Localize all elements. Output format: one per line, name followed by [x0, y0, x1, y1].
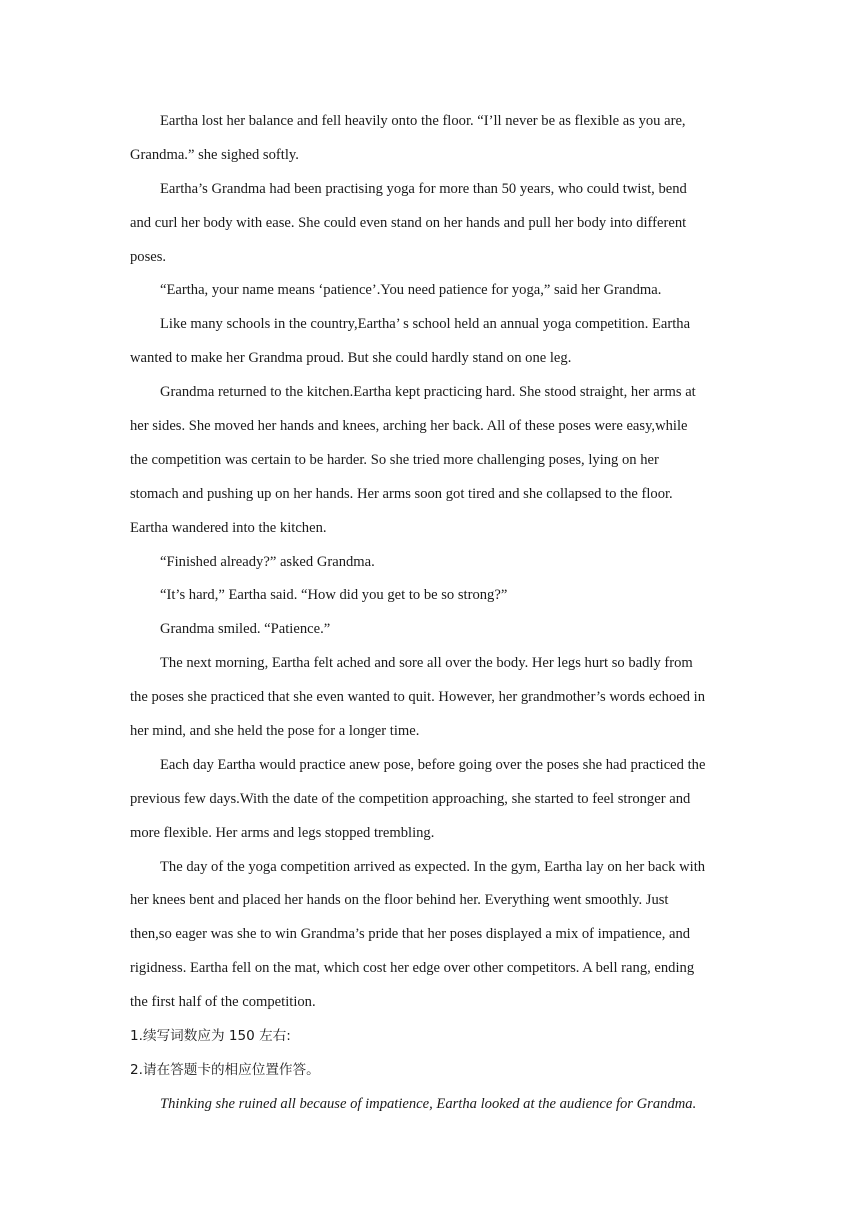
story-line: Grandma smiled. “Patience.” — [160, 621, 331, 638]
story-line: Like many schools in the country,Eartha’ s school held an annual yoga competition. Eartha — [160, 316, 691, 333]
continuation-prompt: Thinking she ruined all because of impatience, Eartha looked at the audience for Grandma. — [160, 1095, 697, 1112]
story-line: poses. — [130, 248, 167, 265]
story-line: Each day Eartha would practice anew pose, before going over the poses she had practiced the — [160, 756, 706, 773]
story-line: her knees bent and placed her hands on the floor behind her. Everything went smoothly. Just — [130, 892, 669, 909]
story-line: more flexible. Her arms and legs stopped trembling. — [130, 824, 435, 841]
story-line: the competition was certain to be harder. So she tried more challenging poses, lying on her — [130, 451, 659, 468]
story-line: Grandma returned to the kitchen.Eartha kept practicing hard. She stood straight, her arms at — [160, 384, 696, 401]
story-line: Eartha’s Grandma had been practising yoga for more than 50 years, who could twist, bend — [160, 180, 687, 197]
story-line: and curl her body with ease. She could even stand on her hands and pull her body into different — [130, 214, 687, 231]
story-line: the poses she practiced that she even wanted to quit. However, her grandmother’s words echoed in — [130, 689, 706, 706]
story-line: “Eartha, your name means ‘patience’.You need patience for yoga,” said her Grandma. — [160, 282, 662, 299]
story-line: previous few days.With the date of the competition approaching, she started to feel stronger and — [130, 790, 691, 807]
story-line: Eartha lost her balance and fell heavily onto the floor. “I’ll never be as flexible as you are, — [160, 113, 686, 129]
story-line: the first half of the competition. — [130, 994, 316, 1011]
story-line: Grandma.” she sighed softly. — [130, 146, 299, 163]
story-line: then,so eager was she to win Grandma’s pride that her poses displayed a mix of impatience, and — [130, 926, 691, 943]
story-line: The day of the yoga competition arrived as expected. In the gym, Eartha lay on her back with — [160, 858, 706, 875]
story-line: “It’s hard,” Eartha said. “How did you get to be so strong?” — [160, 587, 508, 604]
story-line: The next morning, Eartha felt ached and sore all over the body. Her legs hurt so badly from — [160, 655, 693, 672]
instruction-line: 2.请在答题卡的相应位置作答。 — [130, 1061, 320, 1078]
story-line: her sides. She moved her hands and knees, arching her back. All of these poses were easy,while — [130, 418, 688, 435]
story-line: Eartha wandered into the kitchen. — [130, 519, 327, 536]
story-line: wanted to make her Grandma proud. But she could hardly stand on one leg. — [130, 350, 572, 367]
story-line: “Finished already?” asked Grandma. — [160, 553, 375, 570]
story-line: her mind, and she held the pose for a longer time. — [130, 723, 420, 740]
document-page — [130, 105, 730, 1122]
story-line: rigidness. Eartha fell on the mat, which cost her edge over other competitors. A bell rang, ending — [130, 960, 695, 977]
instruction-line: 1.续写词数应为 150 左右: — [130, 1028, 291, 1045]
story-line: stomach and pushing up on her hands. Her arms soon got tired and she collapsed to the floor. — [130, 485, 673, 502]
